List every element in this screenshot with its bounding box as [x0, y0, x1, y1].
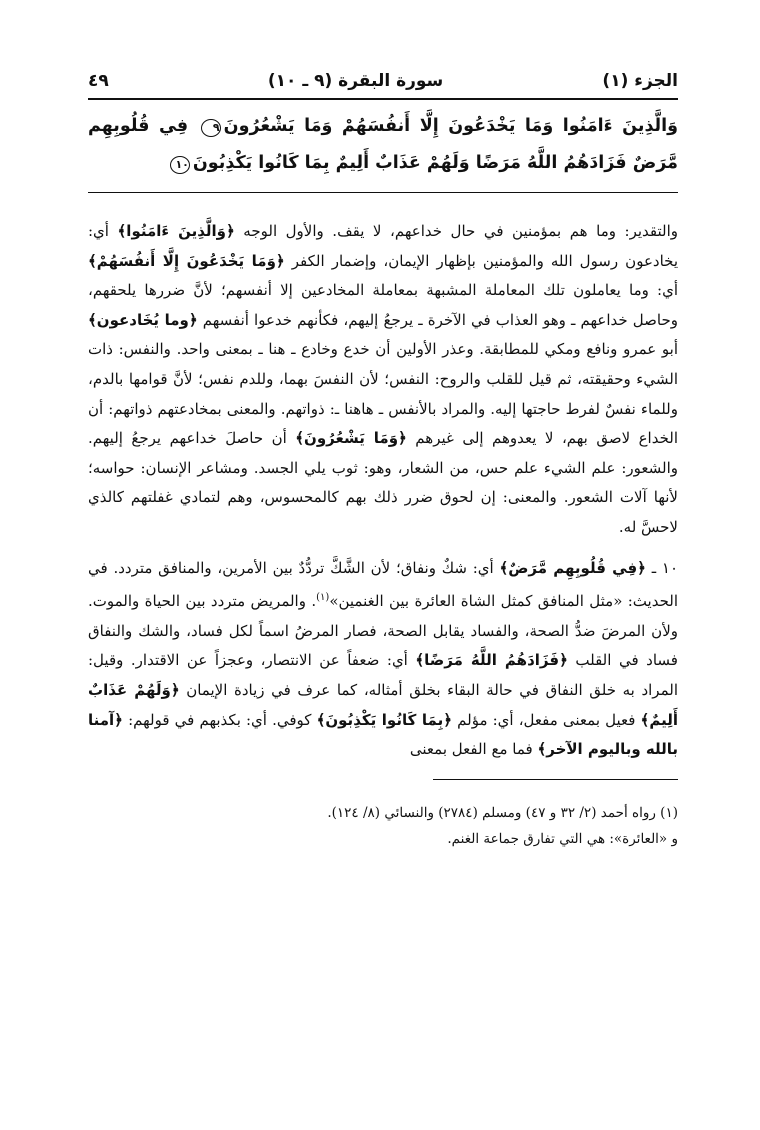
footnote-1: (١) رواه أحمد (٢/ ٣٢ و ٤٧) ومسلم (٢٧٨٤) والنسائي (٨/ ١٢٤).: [327, 804, 678, 821]
footnote-reference[interactable]: (١): [316, 592, 330, 604]
ayah-10-marker: ١٠: [170, 156, 190, 174]
footnotes: [88, 800, 678, 852]
text-segment: فعيل بمعنى مفعل، أي: مؤلم: [452, 710, 641, 729]
text-segment: أن حاصلَ خداعهم يرجعُ إليهم. والشعور: علم الشيء علم حس، من الشعار، وهو: ثوب يلي الجسد. ومشاعر الإنسان: حواسه؛ لأنها آلات الشعور. والمعنى: إن لحوق ضرر ذلك بهم كالمحسوس، وهم لتمادي غفلتهم كالذي لاحسَّ له.: [88, 429, 678, 536]
quran-quote: ﴿فَزَادَهُمُ اللَّهُ مَرَضًا﴾: [415, 651, 568, 670]
book-page: [88, 66, 678, 852]
quran-quote: ﴿وَمَا يَشْعُرُونَ﴾: [295, 429, 407, 448]
page-header: [88, 66, 678, 96]
quran-quote: ﴿وَلَهُمْ عَذَابٌ أَلِيمٌ﴾: [88, 680, 678, 729]
text-segment: أبو عمرو ونافع ومكي للمطابقة. وعذر الأولين أن خدع وخادع ـ هنا ـ بمعنى واحد. والنفس: ذات الشيء وحقيقته، ثم قيل للقلب والروح: النفس؛ لأن النفسَ بهما، وللدم نفس؛ لأنَّ قوامها بالدم، وللماء نفسٌ لفرط حاجتها إليه. والمراد بالأنفس ـ هاهنا ـ: ذواتهم. والمعنى بمخادعتهم ذواتهم: أن الخداع لاصق بهم، لا يعدوهم إلى غيرهم: [88, 340, 678, 448]
text-segment: أي: وما يعاملون تلك المعاملة المشبهة بمعاملة المخادعين إلا أنفسهم؛ لأنَّ ضررها يلحقهم، وحاصل خداعهم ـ وهو العذاب في الآخرة ـ يرجعُ إليهم، فكأنهم خدعوا أنفسهم: [88, 281, 678, 329]
text-segment: . والمريض متردد بين الحياة والموت. ولأن المرضَ ضدُّ الصحة، والفساد يقابل الصحة، فصار المرضُ اسماً لكل فساد، والشك والنفاق فساد في القلب: [88, 592, 678, 670]
commentary: [88, 217, 678, 765]
text-segment: والتقدير: وما هم بمؤمنين في حال خداعهم، لا يقف. والأول الوجه: [234, 222, 678, 240]
commentary-paragraph-2: [88, 554, 678, 765]
verse-number: ١٠ ـ: [645, 558, 679, 577]
footnote-1-note: و «العائرة»: هي التي تفارق جماعة الغنم.: [447, 830, 678, 847]
quran-quote: ﴿وَمَا يَخْدَعُونَ إِلَّا أَنفُسَهُمْ﴾: [88, 251, 285, 270]
ayah-9-marker: ٩: [201, 119, 221, 137]
juz-label: الجزء (١): [602, 71, 678, 91]
quran-quote: ﴿وما يُخَادعون﴾: [88, 310, 198, 329]
text-segment: فما مع الفعل بمعنى: [409, 740, 538, 759]
text-segment: أي: يخادعون رسول الله والمؤمنين بإظهار الإيمان، وإضمار الكفر: [88, 222, 678, 270]
quran-quote: ﴿آمنا بالله وباليوم الآخر﴾: [88, 710, 678, 759]
text-segment: أي: ضعفاً عن الانتصار، وعجزاً عن الاقتدار. وقيل: المراد به خلق النفاق في حالة البقاء بخلق أمثاله، كما عرف في زيادة الإيمان: [88, 651, 678, 699]
quran-quote: ﴿وَالَّذِينَ ءَامَنُوا﴾: [117, 222, 235, 240]
text-segment: كوفي. أي: بكذبهم في قولهم:: [122, 710, 317, 729]
verses-divider: [88, 192, 678, 193]
quran-quote: ﴿فِي قُلُوبِهِم مَّرَضٌ﴾: [499, 558, 646, 577]
header-divider: [88, 98, 678, 100]
footnote-divider: [433, 779, 678, 780]
text-segment: أي: شكٌ ونفاق؛ لأن الشَّكَّ تردُّدٌ بين الأمرين، والمنافق متردد. في الحديث: «مثل المنافق كمثل الشاة العائرة بين الغنمين»: [88, 558, 678, 611]
quran-quote: ﴿بِمَا كَانُوا يَكْذِبُونَ﴾: [316, 710, 453, 729]
verse-9-text: وَالَّذِينَ ءَامَنُوا وَمَا يَخْدَعُونَ إِلَّا أَنفُسَهُمْ وَمَا يَشْعُرُونَ: [223, 116, 679, 136]
commentary-paragraph-1: [88, 217, 678, 543]
verse-10-text: فِي قُلُوبِهِم مَّرَضٌ فَزَادَهُمُ اللَّهُ مَرَضًا وَلَهُمْ عَذَابٌ أَلِيمٌ بِمَا كَانُوا يَكْذِبُونَ: [88, 116, 678, 173]
surah-title: سورة البقرة (٩ ـ ١٠): [267, 71, 444, 91]
page-number: ٤٩: [88, 71, 109, 91]
quran-verses: [88, 108, 678, 188]
